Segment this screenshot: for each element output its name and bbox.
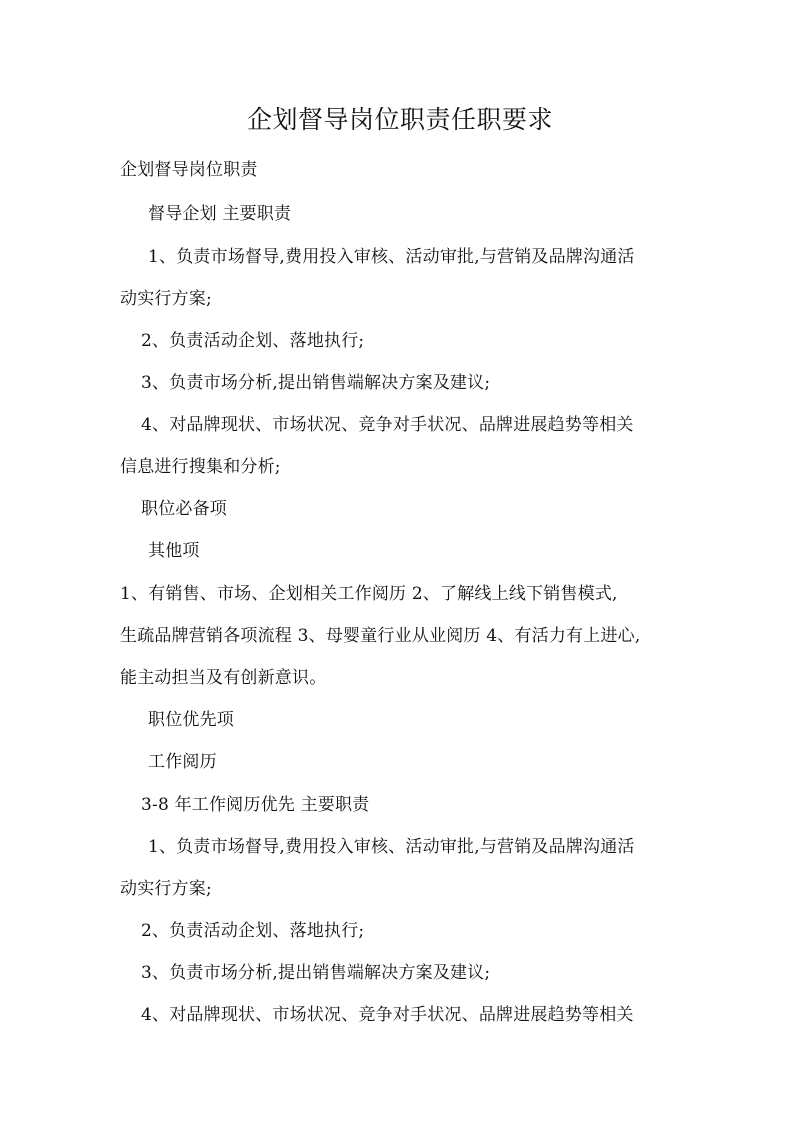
text-line: 企划督导岗位职责 [120, 160, 258, 180]
text-line: 4、对品牌现状、市场状况、竞争对手状况、品牌进展趋势等相关 [141, 1005, 634, 1025]
text-line: 督导企划 主要职责 [148, 204, 292, 224]
text-line: 动实行方案; [120, 879, 212, 899]
text-line: 3-8 年工作阅历优先 主要职责 [141, 795, 370, 815]
text-line: 动实行方案; [120, 289, 212, 309]
text-line: 4、对品牌现状、市场状况、竞争对手状况、品牌进展趋势等相关 [141, 415, 634, 435]
document-title: 企划督导岗位职责任职要求 [246, 105, 553, 134]
text-line: 其他项 [148, 541, 200, 561]
text-line: 1、有销售、市场、企划相关工作阅历 2、了解线上线下销售模式, [120, 584, 618, 604]
text-line: 能主动担当及有创新意识。 [120, 668, 327, 688]
text-line: 工作阅历 [148, 752, 217, 772]
text-line: 2、负责活动企划、落地执行; [141, 921, 365, 941]
text-line: 3、负责市场分析,提出销售端解决方案及建议; [141, 963, 491, 983]
text-line: 3、负责市场分析,提出销售端解决方案及建议; [141, 373, 491, 393]
text-line: 职位必备项 [141, 499, 227, 519]
text-line: 生疏品牌营销各项流程 3、母婴童行业从业阅历 4、有活力有上进心, [120, 626, 641, 646]
text-line: 2、负责活动企划、落地执行; [141, 331, 365, 351]
text-line: 1、负责市场督导,费用投入审核、活动审批,与营销及品牌沟通活 [148, 247, 635, 267]
text-line: 信息进行搜集和分析; [120, 457, 281, 477]
text-line: 职位优先项 [148, 710, 234, 730]
text-line: 1、负责市场督导,费用投入审核、活动审批,与营销及品牌沟通活 [148, 837, 635, 857]
